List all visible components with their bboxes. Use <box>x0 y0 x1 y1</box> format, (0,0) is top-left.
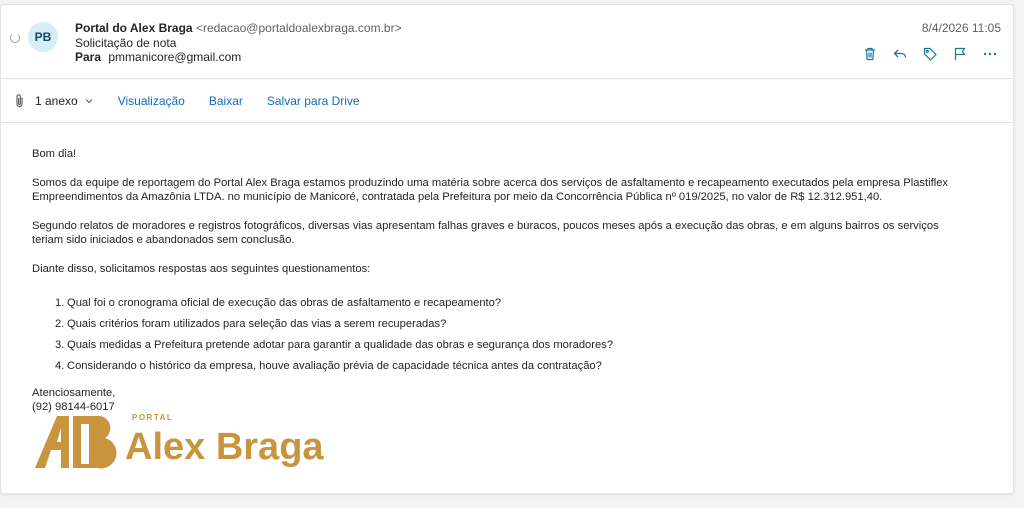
paperclip-icon <box>13 93 27 109</box>
message-actions <box>861 45 999 63</box>
body-paragraph: Segundo relatos de moradores e registros fotográficos, diversas vias apresentam falhas graves e buracos, poucos meses após a execução das obras, e em alguns bairros os serviços teriam sido iniciados e abandonados sem conclusão. <box>32 219 939 246</box>
recipient-email[interactable]: pmmanicore@gmail.com <box>108 50 242 64</box>
question-number: 2. <box>55 318 65 330</box>
message-header <box>1 5 1013 79</box>
tag-icon <box>922 46 938 62</box>
avatar[interactable]: PB <box>28 22 58 52</box>
loading-icon <box>10 33 20 43</box>
message-subject: Solicitação de nota <box>75 35 177 50</box>
attachment-count[interactable]: 1 anexo <box>35 93 78 108</box>
list-item <box>55 338 961 353</box>
flag-icon <box>952 46 968 62</box>
flag-button[interactable] <box>951 45 969 63</box>
list-item <box>55 296 961 311</box>
body-paragraph: Somos da equipe de reportagem do Portal Alex Braga estamos produzindo uma matéria sobre acerca dos serviços de asfaltamento e recapeamento executados pela empresa Plastiflex Empreendimentos da Amazônia LTDA. no município de Manicoré, contratada pela Prefeitura por meio da Concorrência Pública nº 019/2025, no valor de R$ 12.312.951,40. <box>32 176 949 203</box>
signature-phone: (92) 98144-6017 <box>32 401 115 413</box>
reply-button[interactable] <box>891 45 909 63</box>
sender-email: <redacao@portaldoalexbraga.com.br> <box>195 21 402 35</box>
logo-small-text: PORTAL <box>132 413 174 422</box>
delete-button[interactable] <box>861 45 879 63</box>
tag-button[interactable] <box>921 45 939 63</box>
question-number: 4. <box>55 360 65 372</box>
sender-name[interactable]: Portal do Alex Braga <box>75 21 193 35</box>
save-to-drive-link[interactable]: Salvar para Drive <box>266 93 360 108</box>
message-date: 8/4/2026 11:05 <box>921 21 1001 35</box>
question-number: 3. <box>55 339 65 351</box>
question-number: 1. <box>55 297 65 309</box>
questions-list <box>32 296 961 374</box>
more-icon <box>982 46 998 62</box>
question-text: Quais medidas a Prefeitura pretende adotar para garantir a qualidade das obras e segurança dos moradores? <box>67 339 614 351</box>
preview-link[interactable]: Visualização <box>117 93 185 108</box>
sender-block <box>75 21 402 65</box>
body-paragraph: Diante disso, solicitamos respostas aos seguintes questionamentos: <box>32 262 371 275</box>
download-link[interactable]: Baixar <box>208 93 243 108</box>
reply-icon <box>892 46 908 62</box>
list-item <box>55 359 961 374</box>
attachment-bar <box>1 79 1013 123</box>
email-reading-pane <box>0 4 1014 494</box>
message-body <box>1 123 961 415</box>
list-item <box>55 317 961 332</box>
more-actions-button[interactable] <box>981 45 999 63</box>
greeting: Bom dia! <box>32 148 77 160</box>
question-text: Qual foi o cronograma oficial de execução das obras de asfaltamento e recapeamento? <box>67 297 502 309</box>
trash-icon <box>862 46 878 62</box>
to-label: Para <box>75 50 102 64</box>
question-text: Quais critérios foram utilizados para seleção das vias a serem recuperadas? <box>67 318 447 330</box>
question-text: Considerando o histórico da empresa, houve avaliação prévia de capacidade técnica antes da contratação? <box>67 360 602 372</box>
chevron-down-icon[interactable] <box>84 96 94 106</box>
logo-main-text: Alex Braga <box>125 426 324 468</box>
closing: Atenciosamente, <box>32 386 116 399</box>
